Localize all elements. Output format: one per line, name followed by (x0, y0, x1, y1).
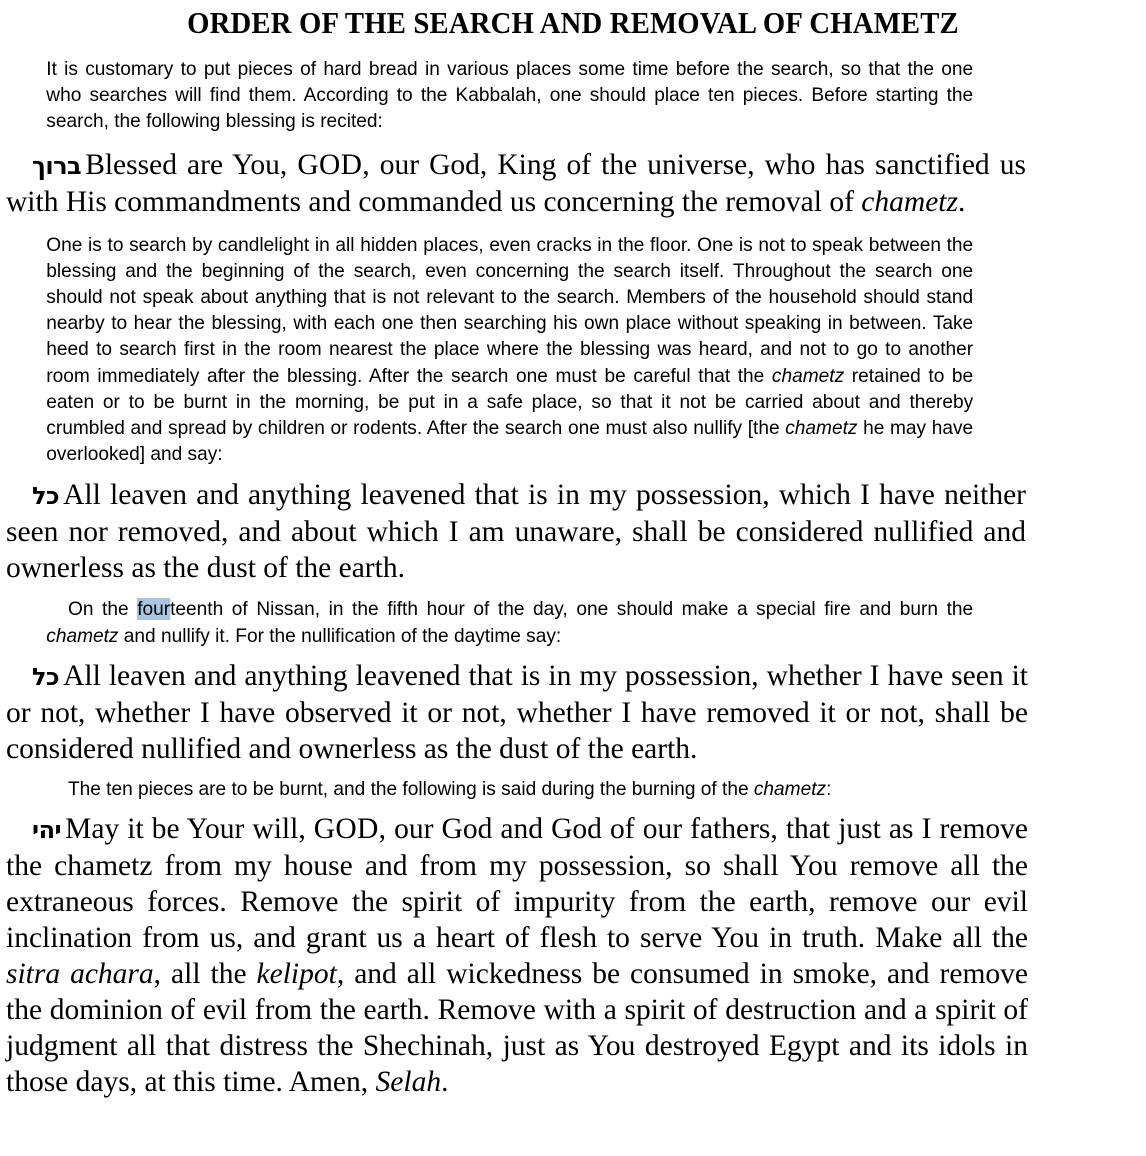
burning-prayer-part1: May it be Your will, (65, 813, 314, 846)
search-instruction-seg3: he may have overlooked] and say: (46, 417, 974, 466)
burning-instruction-seg1: On the (67, 598, 138, 621)
burning-prayer-part5: . (441, 1066, 449, 1099)
burning-instruction-seg3: and nullify it. For the nullification of the daytime say: (118, 624, 562, 647)
burning-prayer-italic-sitra-achara: sitra achara (6, 958, 154, 991)
hebrew-incipit-baruch: ברוך (32, 151, 82, 180)
divine-name: GOD (297, 148, 363, 181)
ten-pieces-italic-chametz: chametz (753, 777, 827, 800)
intro-instruction-text: It is customary to put pieces of hard bread in various places some time before the search, so that the one who searches will find them. According to the Kabbalah, one should place ten pieces. Before starting the search, the following blessing is recited: (46, 57, 974, 133)
spacer (0, 220, 1146, 232)
burning-prayer-part2: , our God and God of our fathers, that just as I remove the chametz from my house and from my possession, so shall You remove all the extraneous forces. Remove the spirit of impurity from the earth, remove our evil inclination from us, and grant us a heart of flesh to serve You in truth. Make all the (6, 813, 1028, 955)
burning-prayer-part4: , and all wickedness be consumed in smoke, and remove the dominion of evil from the earth. Remove with a spirit of destruction and a spirit of judgment all that distress the Shechinah, just as You destroyed Egypt and its idols in those days, at this time. Amen, (6, 958, 1029, 1099)
nullification-day-paragraph (0, 658, 1146, 767)
search-instruction-seg1: One is to search by candlelight in all hidden places, even cracks in the floor. One is not to speak between the blessing and the beginning of the search, even concerning the search itself. Throughout the search one should not speak about anything that is not relevant to the search. Members of the household should stand nearby to hear the blessing, with each one then searching his own place without speaking in between. Take heed to search first in the room nearest the place where the blessing was heard, and not to go to another room immediately after the blessing. After the search one must be careful that the (46, 233, 974, 387)
hebrew-incipit-yehi: יהי (32, 816, 62, 845)
intro-instruction-paragraph (0, 56, 1129, 135)
spacer (0, 649, 1146, 658)
spacer (0, 135, 1146, 147)
search-instruction-seg2: retained to be eaten or to be burnt in the morning, be put in a safe place, so that it not be carried about and thereby crumbled and spread by children or rodents. After the search one must also nullify [the (46, 364, 974, 440)
nullification-day-text: All leaven and anything leavened that is in my possession, whether I have seen it or not, whether I have observed it or not, whether I have removed it or not, shall be considered nullified and ownerless as the dust of the earth. (6, 659, 1028, 765)
document-page (0, 6, 1146, 1156)
blessing-text-part3: . (957, 185, 966, 218)
ten-pieces-seg1: The ten pieces are to be burnt, and the following is said during the burning of the (67, 777, 754, 800)
burning-prayer-italic-selah: Selah (375, 1066, 442, 1099)
burning-instruction-paragraph (0, 596, 1129, 648)
burning-prayer-part3: , all the (153, 958, 257, 991)
burning-instruction-seg2: teenth of Nissan, in the fifth hour of the day, one should make a special fire and burn the (170, 598, 974, 621)
divine-name: GOD (313, 813, 379, 846)
page-title: ORDER OF THE SEARCH AND REMOVAL OF CHAMETZ (187, 6, 959, 40)
ten-pieces-instruction-paragraph (0, 776, 1129, 802)
spacer (0, 42, 1146, 56)
burning-prayer-paragraph (0, 811, 1146, 1100)
spacer (0, 767, 1146, 776)
search-instruction-italic-chametz-1: chametz (771, 364, 845, 387)
spacer (0, 467, 1146, 477)
blessing-text-part2: , our God, King of the universe, who has sanctified us with His commandments and commanded us concerning the removal of (6, 148, 1027, 218)
search-instruction-italic-chametz-2: chametz (785, 417, 858, 440)
spacer (0, 586, 1146, 596)
hebrew-incipit-kol-day: כל (32, 662, 60, 691)
blessing-text-part1: Blessed are You, (85, 148, 288, 181)
search-instruction-paragraph (0, 232, 1129, 468)
selected-text-highlight[interactable]: four (137, 598, 171, 621)
hebrew-incipit-kol-night: כל (32, 482, 60, 511)
burning-instruction-italic-chametz: chametz (46, 624, 119, 647)
blessing-paragraph (0, 147, 1146, 220)
blessing-italic-chametz: chametz (861, 185, 958, 218)
nullification-night-paragraph (0, 477, 1146, 586)
ten-pieces-seg2: : (826, 777, 832, 800)
nullification-night-text: All leaven and anything leavened that is in my possession, which I have neither seen nor removed, and about which I am unaware, shall be considered nullified and ownerless as the dust of the earth. (6, 479, 1026, 585)
spacer (0, 802, 1146, 811)
burning-prayer-italic-kelipot: kelipot (256, 958, 337, 991)
